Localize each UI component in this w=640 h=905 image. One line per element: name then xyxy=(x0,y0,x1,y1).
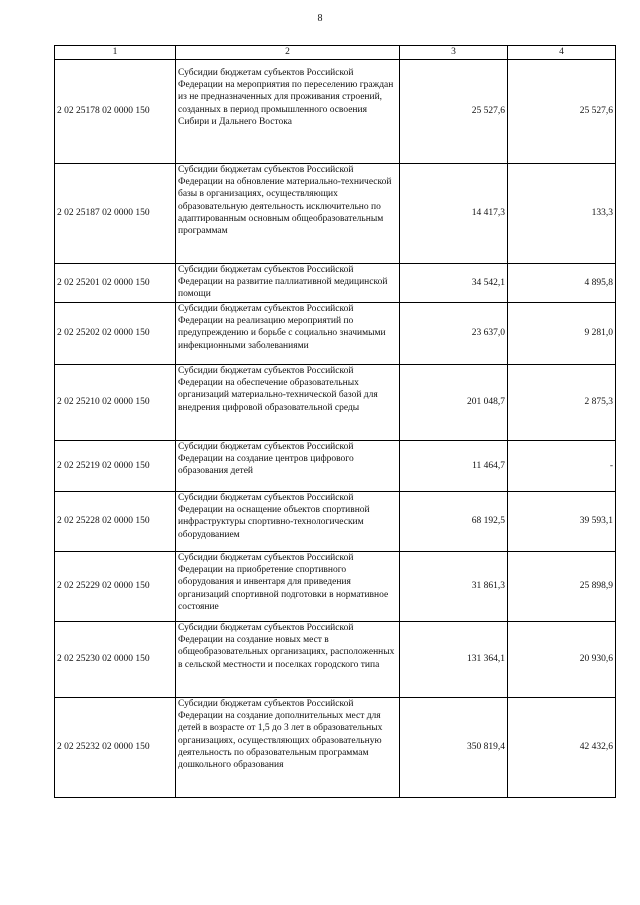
budget-code: 2 02 25202 02 0000 150 xyxy=(55,303,176,365)
subsidy-name: Субсидии бюджетам субъектов Российской Федерации на создание центров цифрового образования детей xyxy=(176,441,400,492)
amount-col4: 25 527,6 xyxy=(508,60,616,164)
budget-code: 2 02 25201 02 0000 150 xyxy=(55,264,176,303)
subsidy-name: Субсидии бюджетам субъектов Российской Федерации на обеспечение образовательных организаций материально-технической базой для внедрения цифровой образовательной среды xyxy=(176,365,400,441)
amount-col3: 23 637,0 xyxy=(400,303,508,365)
table-row xyxy=(55,164,616,264)
budget-code: 2 02 25228 02 0000 150 xyxy=(55,492,176,552)
budget-code: 2 02 25178 02 0000 150 xyxy=(55,60,176,164)
subsidy-name: Субсидии бюджетам субъектов Российской Федерации на развитие паллиативной медицинской помощи xyxy=(176,264,400,303)
budget-code: 2 02 25219 02 0000 150 xyxy=(55,441,176,492)
subsidy-name: Субсидии бюджетам субъектов Российской Федерации на мероприятия по переселению граждан из не предназначенных для проживания строений, созданных в период промышленного освоения Сибири и Дальнего Востока xyxy=(176,60,400,164)
column-header-4: 4 xyxy=(508,46,616,60)
table-row xyxy=(55,492,616,552)
header-row xyxy=(55,46,616,60)
subsidy-name: Субсидии бюджетам субъектов Российской Федерации на обновление материально-технической базы в организациях, осуществляющих образовательную деятельность исключительно по адаптированным основным общеобразовательным программам xyxy=(176,164,400,264)
table-row xyxy=(55,552,616,622)
page-number: 8 xyxy=(317,13,323,24)
budget-code: 2 02 25187 02 0000 150 xyxy=(55,164,176,264)
budget-code: 2 02 25210 02 0000 150 xyxy=(55,365,176,441)
amount-col3: 350 819,4 xyxy=(400,698,508,798)
table-row xyxy=(55,365,616,441)
budget-code: 2 02 25229 02 0000 150 xyxy=(55,552,176,622)
table-row xyxy=(55,264,616,303)
table-row xyxy=(55,441,616,492)
budget-table xyxy=(54,45,616,798)
subsidy-name: Субсидии бюджетам субъектов Российской Федерации на создание новых мест в общеобразовательных организациях, расположенных в сельской местности и поселках городского типа xyxy=(176,622,400,698)
subsidy-name: Субсидии бюджетам субъектов Российской Федерации на создание дополнительных мест для детей в возрасте от 1,5 до 3 лет в образовательных организациях, осуществляющих образовательную деятельность по образовательным программам дошкольного образования xyxy=(176,698,400,798)
column-header-2: 2 xyxy=(176,46,400,60)
subsidy-name: Субсидии бюджетам субъектов Российской Федерации на реализацию мероприятий по предупреждению и борьбе с социально значимыми инфекционными заболеваниями xyxy=(176,303,400,365)
table-row xyxy=(55,60,616,164)
amount-col3: 131 364,1 xyxy=(400,622,508,698)
amount-col4: 25 898,9 xyxy=(508,552,616,622)
amount-col3: 201 048,7 xyxy=(400,365,508,441)
budget-code: 2 02 25230 02 0000 150 xyxy=(55,622,176,698)
amount-col4: 9 281,0 xyxy=(508,303,616,365)
amount-col3: 31 861,3 xyxy=(400,552,508,622)
amount-col4: 2 875,3 xyxy=(508,365,616,441)
subsidy-name: Субсидии бюджетам субъектов Российской Федерации на оснащение объектов спортивной инфраструктуры спортивно-технологическим оборудованием xyxy=(176,492,400,552)
budget-code: 2 02 25232 02 0000 150 xyxy=(55,698,176,798)
amount-col3: 14 417,3 xyxy=(400,164,508,264)
amount-col4: 42 432,6 xyxy=(508,698,616,798)
amount-col4: 133,3 xyxy=(508,164,616,264)
amount-col4: 20 930,6 xyxy=(508,622,616,698)
amount-col4: 39 593,1 xyxy=(508,492,616,552)
amount-col4: 4 895,8 xyxy=(508,264,616,303)
column-header-1: 1 xyxy=(55,46,176,60)
table-row xyxy=(55,622,616,698)
table-row xyxy=(55,303,616,365)
amount-col3: 34 542,1 xyxy=(400,264,508,303)
subsidy-name: Субсидии бюджетам субъектов Российской Федерации на приобретение спортивного оборудования и инвентаря для приведения организаций спортивной подготовки в нормативное состояние xyxy=(176,552,400,622)
amount-col4: - xyxy=(508,441,616,492)
column-header-3: 3 xyxy=(400,46,508,60)
table-row xyxy=(55,698,616,798)
amount-col3: 25 527,6 xyxy=(400,60,508,164)
amount-col3: 68 192,5 xyxy=(400,492,508,552)
amount-col3: 11 464,7 xyxy=(400,441,508,492)
